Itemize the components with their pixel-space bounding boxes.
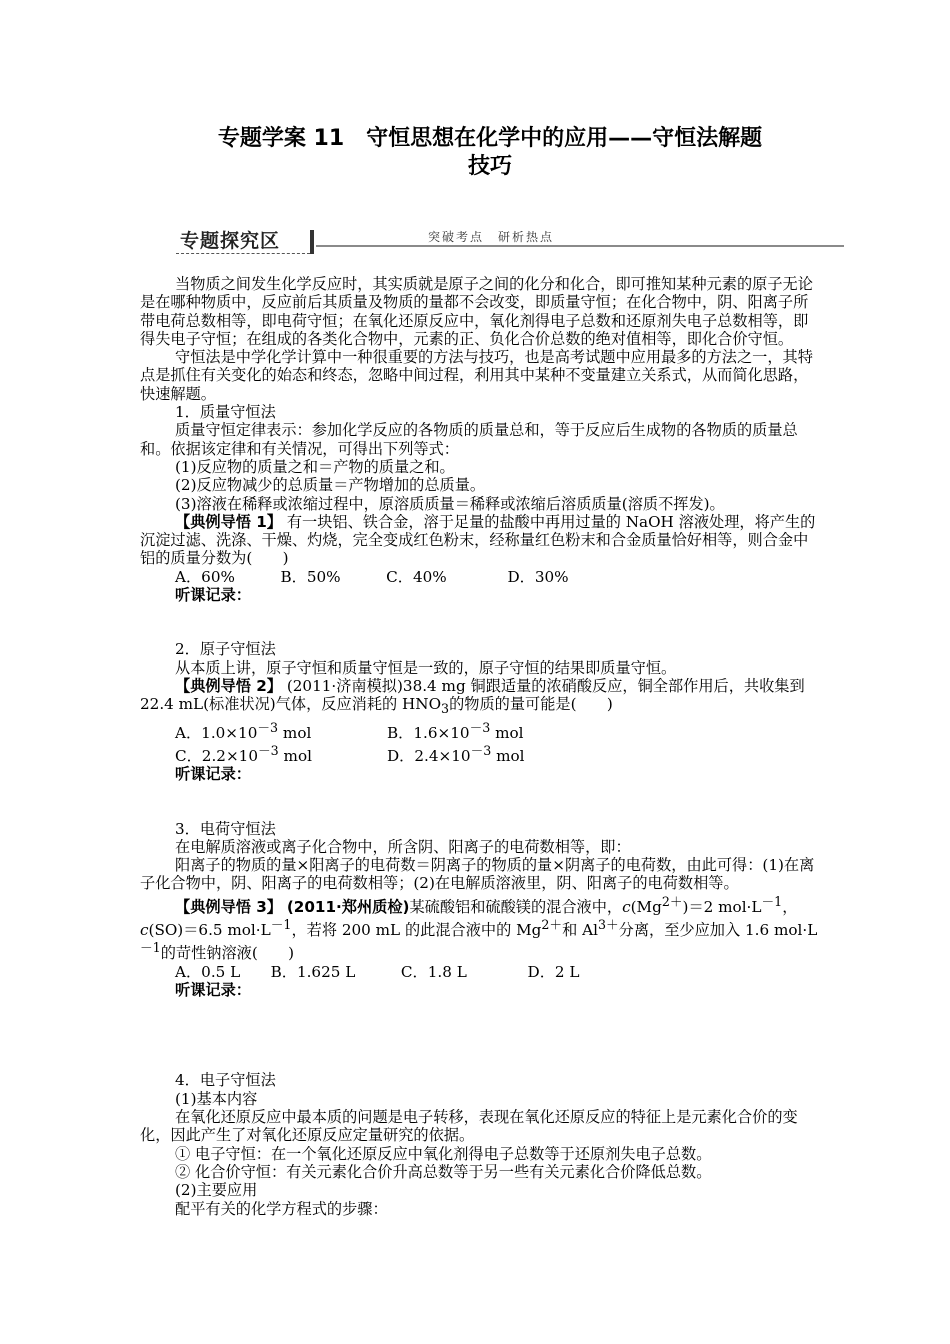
answer-options: A．60% B．50% C．40% D．30% bbox=[175, 567, 569, 586]
notes-label: 听课记录： bbox=[175, 586, 251, 605]
example-source: (2011·郑州质检) bbox=[286, 897, 410, 916]
list-item: ② 化合价守恒：有关元素化合价升高总数等于另一些有关元素化合价降低总数。 bbox=[175, 1162, 712, 1181]
notes-label: 听课记录： bbox=[175, 765, 251, 784]
subsection-heading: (2)主要应用 bbox=[175, 1181, 258, 1200]
exponent: －3 bbox=[257, 719, 279, 735]
variable: c bbox=[622, 897, 631, 916]
superscript: 2＋ bbox=[541, 917, 563, 933]
unit: mol bbox=[278, 723, 312, 742]
variable: c bbox=[140, 921, 149, 940]
intro-paragraph: 守恒法是中学化学计算中一种很重要的方法与技巧，也是高考试题中应用最多的方法之一，其特点是抓住有关变化的始态和终态，忽略中间过程，利用其中某种不变量建立关系式，从而简化思路，快速解题。 bbox=[140, 348, 813, 403]
example-text: (Mg bbox=[630, 897, 662, 916]
subsection-heading: (1)基本内容 bbox=[175, 1089, 258, 1108]
example-text: 分离，至少应加入 1.6 mol·L bbox=[618, 921, 818, 940]
banner-bar bbox=[310, 230, 314, 254]
equation-item: (1)反应物的质量之和＝产物的质量之和。 bbox=[175, 457, 455, 476]
option-d-text: D．2.4×10 bbox=[387, 746, 471, 765]
option-b-text: B．1.6×10 bbox=[387, 723, 470, 742]
example-label: 【典例导悟 2】 bbox=[175, 676, 282, 695]
answer-options-row bbox=[140, 742, 822, 765]
example-text: 的苛性钠溶液( ) bbox=[160, 944, 295, 963]
example-text: ，若将 200 mL 的此混合液中的 Mg bbox=[291, 921, 542, 940]
example-source: (2011·济南模拟) bbox=[286, 676, 403, 695]
example-question bbox=[140, 893, 822, 963]
option-a bbox=[175, 719, 387, 742]
example-question bbox=[140, 513, 822, 568]
equation-item: (3)溶液在稀释或浓缩过程中，原溶质质量＝稀释或浓缩后溶质质量(溶质不挥发)。 bbox=[175, 494, 725, 513]
superscript: 2＋ bbox=[661, 893, 683, 909]
section-heading: 3．电荷守恒法 bbox=[175, 819, 276, 838]
superscript: －1 bbox=[140, 940, 161, 956]
example-label: 【典例导悟 1】 bbox=[175, 512, 282, 531]
option-c-text: C．2.2×10 bbox=[175, 746, 259, 765]
option-b bbox=[387, 719, 524, 742]
section-text: 在氧化还原反应中最本质的问题是电子转移，表现在氧化还原反应的特征上是元素化合价的变化，因此产生了对氧化还原反应定量研究的依据。 bbox=[140, 1108, 798, 1145]
superscript: －1 bbox=[270, 917, 292, 933]
example-text: )＝2 mol·L bbox=[682, 897, 762, 916]
page-title: 专题学案 11 守恒思想在化学中的应用——守恒法解题 bbox=[217, 126, 763, 151]
section-heading: 1．质量守恒法 bbox=[175, 403, 276, 422]
document-body bbox=[140, 275, 822, 1218]
option-c bbox=[175, 742, 387, 765]
example-text: 有一块铝、铁合金，溶于足量的盐酸中再用过量的 NaOH 溶液处理，将产生的沉淀过滤、洗涤、干燥、灼烧，完全变成红色粉末，经称量红色粉末和合金质量恰好相等，则合金中铝的质量分数为( ) bbox=[140, 512, 816, 568]
list-item: ① 电子守恒：在一个氧化还原反应中氧化剂得电子总数等于还原剂失电子总数。 bbox=[175, 1144, 712, 1163]
banner-rule bbox=[316, 245, 844, 247]
banner-dashed-underline bbox=[176, 253, 310, 254]
section-rule: 阳离子的物质的量×阳离子的电荷数＝阴离子的物质的量×阴离子的电荷数，由此可得：(1)在离子化合物中，阴、阳离子的电荷数相等；(2)在电解质溶液里，阴、阳离子的电荷数相等。 bbox=[140, 856, 815, 893]
superscript: －1 bbox=[761, 893, 783, 909]
example-text: 的物质的量可能是( ) bbox=[449, 695, 613, 714]
equation-item: (2)反应物减少的总质量＝产物增加的总质量。 bbox=[175, 476, 486, 495]
section-text: 在电解质溶液或离子化合物中，所含阴、阳离子的电荷数相等，即： bbox=[175, 837, 631, 856]
section-text: 从本质上讲，原子守恒和质量守恒是一致的，原子守恒的结果即质量守恒。 bbox=[175, 658, 677, 677]
example-text: (SO)＝6.5 mol·L bbox=[148, 921, 271, 940]
example-text: 和 Al bbox=[562, 921, 598, 940]
section-text: 配平有关的化学方程式的步骤： bbox=[175, 1199, 388, 1218]
exponent: －3 bbox=[470, 742, 492, 758]
unit: mol bbox=[278, 746, 312, 765]
exponent: －3 bbox=[469, 719, 491, 735]
unit: mol bbox=[491, 746, 525, 765]
answer-options: A．0.5 L B．1.625 L C．1.8 L D．2 L bbox=[175, 962, 580, 981]
example-text: 某硫酸铝和硫酸镁的混合液中， bbox=[409, 897, 623, 916]
section-banner bbox=[176, 228, 844, 256]
superscript: 3＋ bbox=[597, 917, 619, 933]
section-heading: 2．原子守恒法 bbox=[175, 640, 276, 659]
answer-options-row bbox=[140, 719, 822, 742]
example-text: ， bbox=[782, 897, 798, 916]
banner-label: 专题探究区 bbox=[180, 230, 281, 252]
unit: mol bbox=[490, 723, 524, 742]
example-question bbox=[140, 677, 822, 719]
subscript: 3 bbox=[441, 701, 450, 717]
section-heading: 4．电子守恒法 bbox=[175, 1071, 276, 1090]
notes-label: 听课记录： bbox=[175, 981, 251, 1000]
example-label: 【典例导悟 3】 bbox=[175, 897, 282, 916]
example-text: 38.4 mg 铜跟适量的浓硝酸反应，铜全部作用后，共收集到 22.4 mL(标准状况)气体，反应消耗的 HNO bbox=[140, 676, 805, 714]
section-text: 质量守恒定律表示：参加化学反应的各物质的质量总和，等于反应后生成物的各物质的质量总和。依据该定律和有关情况，可得出下列等式： bbox=[140, 421, 798, 458]
banner-subtitle: 突破考点 研析热点 bbox=[428, 230, 555, 244]
option-a-text: A．1.0×10 bbox=[175, 723, 258, 742]
page-title-continued: 技巧 bbox=[467, 154, 512, 179]
exponent: －3 bbox=[258, 742, 279, 758]
option-d bbox=[387, 742, 525, 765]
intro-paragraph: 当物质之间发生化学反应时，其实质就是原子之间的化分和化合，即可推知某种元素的原子无论是在哪种物质中，反应前后其质量及物质的量都不会改变，即质量守恒；在化合物中，阴、阳离子所带电荷总数相等，即电荷守恒；在氧化还原反应中，氧化剂得电子总数和还原剂失电子总数相等，即得失电子守恒；在组成的各类化合物中，元素的正、负化合价总数的绝对值相等，即化合价守恒。 bbox=[140, 275, 813, 348]
